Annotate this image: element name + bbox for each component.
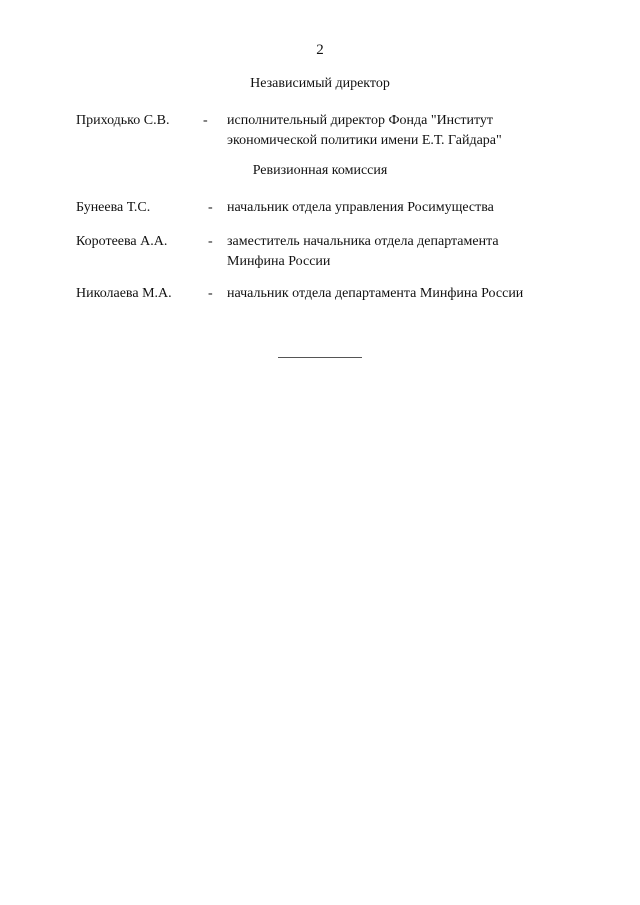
page-number: 2	[316, 42, 324, 58]
member-name: Николаева М.А.	[76, 286, 172, 301]
member-position: исполнительный директор Фонда "Институт экономической политики имени Е.Т. Гайдара"	[227, 113, 502, 148]
member-name: Коротеева А.А.	[76, 234, 168, 249]
section-heading-audit-commission: Ревизионная комиссия	[252, 163, 388, 178]
member-dash: -	[208, 234, 213, 249]
member-position: заместитель начальника отдела департамента Минфина России	[227, 234, 499, 269]
member-dash: -	[208, 286, 213, 301]
member-dash: -	[208, 200, 213, 215]
member-name: Приходько С.В.	[76, 113, 170, 128]
member-dash: -	[203, 113, 208, 128]
member-name: Бунеева Т.С.	[76, 200, 151, 215]
section-heading-independent-director: Независимый директор	[250, 76, 390, 91]
member-position: начальник отдела управления Росимущества	[227, 200, 494, 215]
end-divider-line	[278, 357, 362, 358]
member-position: начальник отдела департамента Минфина России	[227, 286, 524, 301]
